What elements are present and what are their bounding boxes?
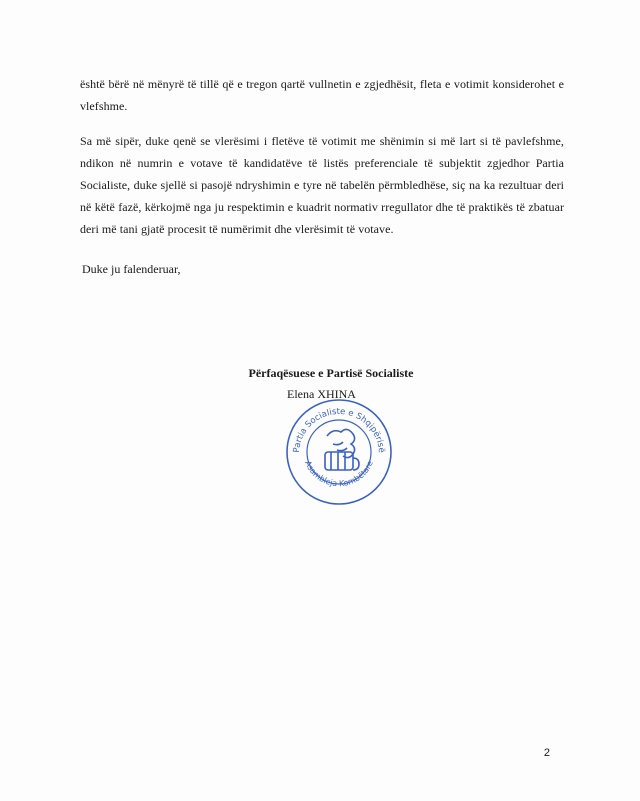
stamp-bottom-text: Asambleja Kombëtare <box>303 459 375 489</box>
page-number: 2 <box>543 747 550 759</box>
paragraph-1: është bërë në mënyrë të tillë që e tregon qartë vullnetin e zgjedhësit, fleta e votimit konsiderohet e vlefshme. <box>80 77 564 113</box>
stamp-top-text: Partia Socialiste e Shqipërisë <box>291 406 387 454</box>
closing-line: Duke ju falenderuar, <box>82 262 181 276</box>
fist-rose-icon <box>325 429 359 470</box>
paragraph-2: Sa më sipër, duke qenë se vlerësimi i fletëve të votimit me shënimin si më lart si të pavlefshme, ndikon në numrin e votave të kandidatëve të listës preferenciale të subjektit zgjedhor Partia Socialiste, duke sjellë si pasojë ndryshimin e tyre në tabelën përmbledhëse, siç na ka rezultuar deri në këtë fazë, kërkojmë nga ju respektimin e kuadrit normativ rregullator dhe të praktikës të zbatuar deri më tani gjatë procesit të numërimit dhe vlerësimit të votave. <box>80 134 564 236</box>
party-stamp <box>281 392 397 508</box>
signature-title: Përfaqësuese e Partisë Socialiste <box>248 366 414 380</box>
signatory-name: Elena XHINA <box>287 387 356 401</box>
